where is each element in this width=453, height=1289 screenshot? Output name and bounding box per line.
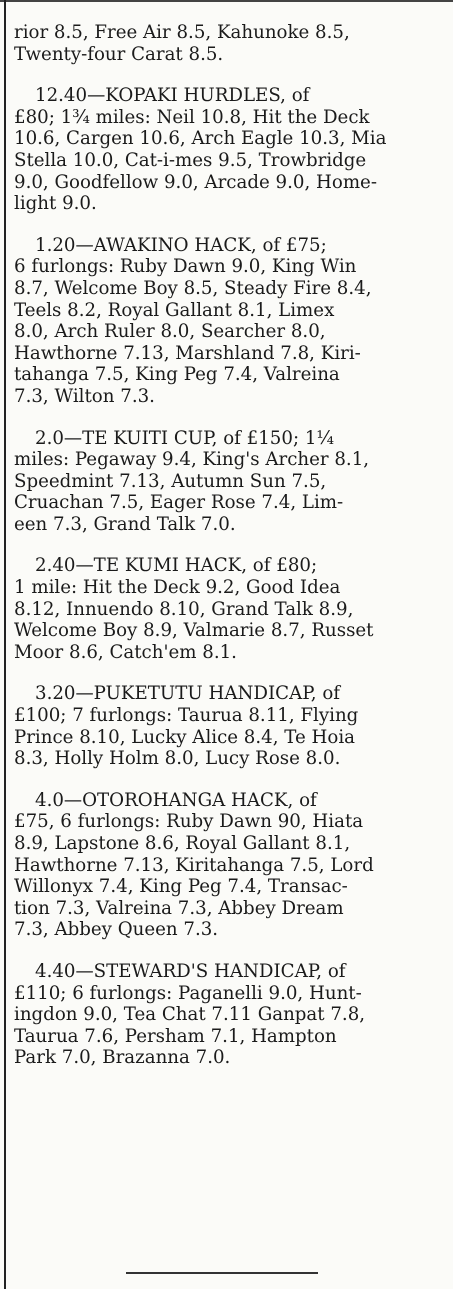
race-stewards-handicap: 4.40—STEWARD'S HANDICAP, of £110; 6 furlongs: Paganelli 9.0, Hunt- ingdon 9.0, Tea Chat 7.11 Ganpat 7.8, Taurua 7.6, Persham 7.1, Hampton Park 7.0, Brazanna 7.0. bbox=[14, 960, 366, 1069]
race-te-kuiti-cup: 2.0—TE KUITI CUP, of £150; 1¼ miles: Pegaway 9.4, King's Archer 8.1, Speedmint 7.13, Autumn Sun 7.5, Cruachan 7.5, Eager Rose 7.4, Lim- een 7.3, Grand Talk 7.0. bbox=[14, 427, 370, 535]
article-end-rule bbox=[126, 1272, 318, 1274]
race-fields-column bbox=[14, 22, 446, 1089]
race-otorohanga-hack: 4.0—OTOROHANGA HACK, of £75, 6 furlongs: Ruby Dawn 90, Hiata 8.9, Lapstone 8.6, Royal Gallant 8.1, Hawthorne 7.13, Kiritahanga 7.5, Lord Willonyx 7.4, King Peg 7.4, Transac- tion 7.3, Valreina 7.3, Abbey Dream 7.3, Abbey Queen 7.3. bbox=[14, 789, 374, 941]
race-puketutu-handicap: 3.20—PUKETUTU HANDICAP, of £100; 7 furlongs: Taurua 8.11, Flying Prince 8.10, Lucky Alice 8.4, Te Hoia 8.3, Holly Holm 8.0, Lucy Rose 8.0. bbox=[14, 683, 359, 770]
race-continuation-paragraph: rior 8.5, Free Air 8.5, Kahunoke 8.5, Twenty-four Carat 8.5. bbox=[14, 22, 350, 65]
race-kopaki-hurdles: 12.40—KOPAKI HURDLES, of £80; 1¾ miles: Neil 10.8, Hit the Deck 10.6, Cargen 10.6, Arch Eagle 10.3, Mia Stella 10.0, Cat-i-mes 9.5, Trowbridge 9.0, Goodfellow 9.0, Arcade 9.0, Home- light 9.0. bbox=[14, 85, 387, 215]
race-awakino-hack: 1.20—AWAKINO HACK, of £75; 6 furlongs: Ruby Dawn 9.0, King Win 8.7, Welcome Boy 8.5, Steady Fire 8.4, Teels 8.2, Royal Gallant 8.1, Limex 8.0, Arch Ruler 8.0, Searcher 8.0, Hawthorne 7.13, Marshland 7.8, Kiri- tahanga 7.5, King Peg 7.4, Valreina 7.3, Wilton 7.3. bbox=[14, 234, 372, 407]
column-left-rule bbox=[4, 0, 6, 1289]
race-te-kumi-hack: 2.40—TE KUMI HACK, of £80; 1 mile: Hit the Deck 9.2, Good Idea 8.12, Innuendo 8.10, Grand Talk 8.9, Welcome Boy 8.9, Valmarie 8.7, Russet Moor 8.6, Catch'em 8.1. bbox=[14, 555, 374, 663]
top-border-rule bbox=[0, 0, 453, 2]
